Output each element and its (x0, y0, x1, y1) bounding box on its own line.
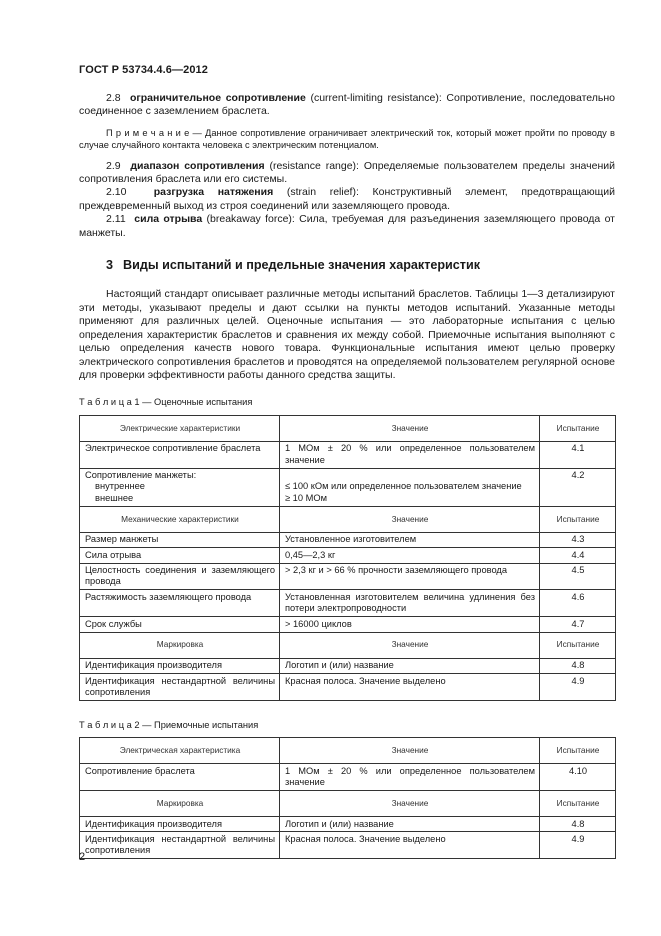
value-cell: Логотип и (или) название (280, 817, 540, 832)
definition-text: (current-limiting resistance): Сопротивление, последовательно соединенное с заземлением браслета. (79, 92, 615, 118)
characteristic-cell: Идентификация нестандартной величины сопротивления (80, 674, 280, 701)
page-number: 2 (79, 851, 86, 863)
value-cell: Красная полоса. Значение выделено (280, 674, 540, 701)
value-line: ≤ 100 кОм или определенное пользователем значение (285, 481, 522, 492)
note (79, 127, 615, 152)
test-cell: 4.9 (540, 674, 616, 701)
value-cell: > 2,3 кг и > 66 % прочности заземляющего провода (280, 563, 540, 590)
characteristic-cell: Целостность соединения и заземляющего провода (80, 563, 280, 590)
column-header: Значение (280, 415, 540, 441)
characteristic-cell: Растяжимость заземляющего провода (80, 590, 280, 617)
section-title: Виды испытаний и предельные значения характеристик (123, 258, 481, 273)
clause-number: 2.10 (106, 186, 127, 199)
sub-item: внешнее (95, 492, 134, 503)
term: разгрузка натяжения (153, 186, 274, 199)
table-row (80, 548, 616, 563)
clause-number: 2.8 (106, 92, 121, 104)
test-cell: 4.6 (540, 590, 616, 617)
characteristic-name: Сопротивление манжеты: (85, 470, 197, 481)
column-header: Испытание (540, 632, 616, 658)
characteristic-cell: Электрическое сопротивление браслета (80, 441, 280, 468)
column-header: Электрические характеристики (80, 415, 280, 441)
table-header-row (80, 738, 616, 764)
column-header: Значение (280, 738, 540, 764)
value-cell: > 16000 циклов (280, 617, 540, 632)
caption-label: Т а б л и ц а (79, 397, 132, 408)
table-row (80, 817, 616, 832)
column-header: Испытание (540, 415, 616, 441)
term: ограничительное сопротивление (129, 92, 306, 104)
section-paragraph: Настоящий стандарт описывает различные методы испытаний браслетов. Таблицы 1—3 детализируют эти методы, указывают пределы и дают ссылки на пункты методов испытаний. Указанные методы применяют для различных целей. Оценочные испытания — это лабораторные испытания с целью определения характеристик браслетов и сравнения их между собой. Приемочные испытания выполняют с целью определения качеств нового товара. Функциональные испытания имеют целью проверку электрического сопротивления браслетов и проводятся на определяемой пользователем регулярной основе для проверки эффективности работы данного средства защиты. (79, 288, 615, 381)
characteristic-cell (80, 468, 280, 506)
table2 (79, 737, 616, 859)
value-cell: 0,45—2,3 кг (280, 548, 540, 563)
note-label: П р и м е ч а н и е (106, 127, 190, 138)
caption-label: Т а б л и ц а (79, 719, 132, 730)
table-header-row (80, 632, 616, 658)
definition-2-8 (79, 92, 615, 119)
term: диапазон сопротивления (130, 159, 265, 172)
test-cell: 4.3 (540, 532, 616, 547)
caption-text: 1 — Оценочные испытания (131, 397, 253, 408)
table-row (80, 441, 616, 468)
definition-text: (resistance range): Определяемые пользователем пределы значений сопротивления браслета или его системы. (79, 159, 615, 186)
characteristic-cell: Размер манжеты (80, 532, 280, 547)
test-cell: 4.5 (540, 563, 616, 590)
characteristic-cell: Сила отрыва (80, 548, 280, 563)
definition-text: (strain relief): Конструктивный элемент, предотвращающий преждевременный выход из строя соединений или заземляющего провода. (79, 186, 615, 212)
column-header: Электрическая характеристика (80, 738, 280, 764)
page-content (79, 92, 615, 859)
column-header: Испытание (540, 506, 616, 532)
value-cell: Установленное изготовителем (280, 532, 540, 547)
sub-item: внутреннее (95, 481, 145, 492)
table-header-row (80, 791, 616, 817)
definition-2-10 (79, 186, 615, 213)
characteristic-cell: Сопротивление браслета (80, 764, 280, 791)
table-header-row (80, 415, 616, 441)
term: сила отрыва (134, 213, 203, 226)
value-cell: Красная полоса. Значение выделено (280, 832, 540, 859)
test-cell: 4.10 (540, 764, 616, 791)
test-cell: 4.2 (540, 468, 616, 506)
table-row (80, 832, 616, 859)
table2-caption (79, 719, 615, 732)
value-line: ≥ 10 МОм (285, 492, 327, 503)
table-row (80, 532, 616, 547)
table-row (80, 617, 616, 632)
characteristic-cell: Идентификация производителя (80, 817, 280, 832)
test-cell: 4.7 (540, 617, 616, 632)
test-cell: 4.8 (540, 658, 616, 673)
value-cell: Установленная изготовителем величина удлинения без потери электропроводности (280, 590, 540, 617)
column-header: Значение (280, 791, 540, 817)
definition-2-9 (79, 160, 615, 187)
definition-2-11 (79, 213, 615, 240)
table-row (80, 563, 616, 590)
table-row (80, 658, 616, 673)
column-header: Значение (280, 632, 540, 658)
table-row (80, 674, 616, 701)
column-header: Маркировка (80, 632, 280, 658)
characteristic-cell: Идентификация производителя (80, 658, 280, 673)
value-cell: 1 МОм ± 20 % или определенное пользователем значение (280, 764, 540, 791)
column-header: Маркировка (80, 791, 280, 817)
table1 (79, 415, 616, 701)
column-header: Механические характеристики (80, 506, 280, 532)
table-row (80, 468, 616, 506)
test-cell: 4.4 (540, 548, 616, 563)
caption-text: 2 — Приемочные испытания (131, 719, 259, 730)
characteristic-cell: Идентификация нестандартной величины сопротивления (80, 832, 280, 859)
table-row (80, 590, 616, 617)
value-cell: 1 МОм ± 20 % или определенное пользователем значение (280, 441, 540, 468)
table1-caption (79, 396, 615, 409)
test-cell: 4.9 (540, 832, 616, 859)
column-header: Испытание (540, 791, 616, 817)
column-header: Испытание (540, 738, 616, 764)
clause-number: 2.11 (106, 213, 126, 226)
definition-text: (breakaway force): Сила, требуемая для разъединения заземляющего провода от манжеты. (79, 213, 615, 239)
value-cell (280, 468, 540, 506)
section-heading (106, 259, 615, 272)
table-row (80, 764, 616, 791)
table-header-row (80, 506, 616, 532)
section-number: 3 (106, 258, 114, 273)
column-header: Значение (280, 506, 540, 532)
note-text: — Данное сопротивление ограничивает электрический ток, который может пройти по проводу в случае случайного контакта человека с электрическим потенциалом. (79, 127, 615, 151)
characteristic-cell: Срок службы (80, 617, 280, 632)
document-header: ГОСТ Р 53734.4.6—2012 (79, 64, 208, 76)
clause-number: 2.9 (106, 159, 121, 172)
value-cell: Логотип и (или) название (280, 658, 540, 673)
test-cell: 4.8 (540, 817, 616, 832)
test-cell: 4.1 (540, 441, 616, 468)
